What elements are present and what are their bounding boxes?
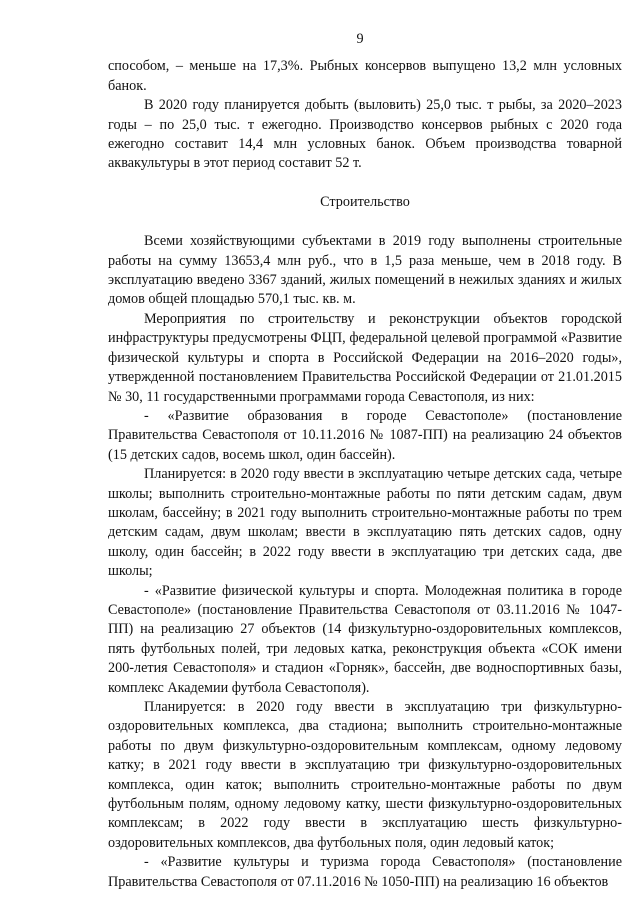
paragraph: В 2020 году планируется добыть (выловить) 25,0 тыс. т рыбы, за 2020–2023 годы – по 25,0 тыс. т ежегодно. Производство консервов рыбных с 2020 года ежегодно составит 14,4 млн условных банок. Объем производства товарной аквакультуры в этот период составит 52 т. <box>108 97 622 172</box>
section-text-block <box>108 232 622 892</box>
paragraph: Мероприятия по строительству и реконструкции объектов городской инфраструктуры предусмотрены ФЦП, федеральной целевой программой «Развитие физической культуры и спорта в Российской Федерации на 2016–2020 годы», утвержденной постановлением Правительства Российской Федерации от 21.01.2015 № 30, 11 государственными программами города Севастополя, из них: <box>108 310 622 405</box>
page-number: 9 <box>356 31 364 47</box>
list-item-paragraph: - «Развитие физической культуры и спорта. Молодежная политика в городе Севастополе» (постановление Правительства Севастополя от 03.11.2016 № 1047-ПП) на реализацию 27 объектов (14 физкультурно-оздоровительных комплексов, пять футбольных полей, три ледовых катка, реконструкция объекта «СОК имени 200-летия Севастополя» и стадион «Горняк», бассейн, две водноспортивных базы, комплекс Академии футбола Севастополя). <box>108 582 622 696</box>
intro-text-block <box>108 57 622 173</box>
list-item-paragraph: - «Развитие образования в городе Севастополе» (постановление Правительства Севастополя от 10.11.2016 № 1087-ПП) на реализацию 24 объектов (15 детских садов, восемь школ, один бассейн). <box>108 407 622 463</box>
list-item-paragraph: - «Развитие культуры и туризма города Севастополя» (постановление Правительства Севастополя от 07.11.2016 № 1050-ПП) на реализацию 16 объектов <box>108 854 622 890</box>
paragraph: способом, – меньше на 17,3%. Рыбных консервов выпущено 13,2 млн условных банок. <box>108 58 622 94</box>
section-heading: Строительство <box>320 193 410 210</box>
paragraph: Планируется: в 2020 году ввести в эксплуатацию три физкультурно-оздоровительных комплекса, два стадиона; выполнить строительно-монтажные работы по двум физкультурно-оздоровительным комплексам, одному ледовому катку; в 2021 году ввести в эксплуатацию три физкультурно-оздоровительных комплекса, один каток; выполнить строительно-монтажные работы по двум футбольным полям, одному ледовому катку, шести физкультурно-оздоровительных комплексам; в 2022 году ввести в эксплуатацию шесть физкультурно-оздоровительных комплексов, два футбольных поля, один ледовый каток; <box>108 699 622 851</box>
paragraph: Планируется: в 2020 году ввести в эксплуатацию четыре детских сада, четыре школы; выполнить строительно-монтажные работы по пяти детским садам, двум школам, бассейну; в 2021 году выполнить строительно-монтажные работы по трем детским садам, двум школам; ввести в эксплуатацию пять детских садов, одну школу, один бассейн; в 2022 году ввести в эксплуатацию три детских сада, две школы; <box>108 466 622 580</box>
paragraph: Всеми хозяйствующими субъектами в 2019 году выполнены строительные работы на сумму 13653,4 млн руб., что в 1,5 раза меньше, чем в 2018 году. В эксплуатацию введено 3367 зданий, жилых помещений в нежилых зданиях и жилых домов общей площадью 570,1 тыс. кв. м. <box>108 233 622 308</box>
